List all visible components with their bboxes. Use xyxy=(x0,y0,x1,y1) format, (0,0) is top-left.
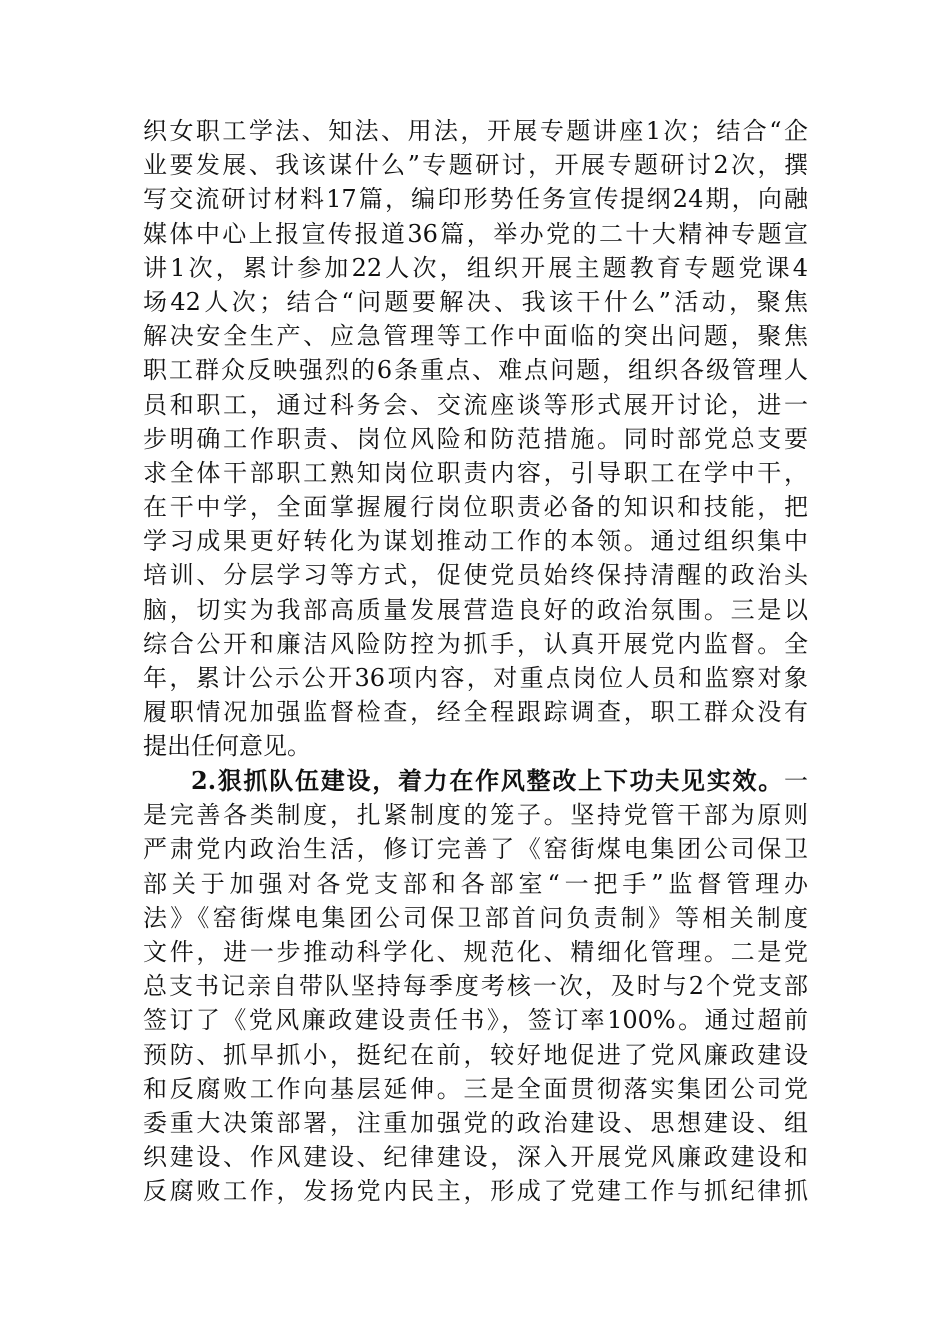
text-line: 写交流研讨材料17篇，编印形势任务宣传提纲24期，向融 xyxy=(143,185,808,214)
text-line: 织建设、作风建设、纪律建设，深入开展党风廉政建设和 xyxy=(143,1143,808,1172)
text-line: 学习成果更好转化为谋划推动工作的本领。通过组织集中 xyxy=(143,527,808,556)
text-line: 织女职工学法、知法、用法，开展专题讲座1次；结合“企 xyxy=(143,117,808,145)
text-line: 总支书记亲自带队坚持每季度考核一次，及时与2个党支部 xyxy=(143,972,808,1001)
text-line: 反腐败工作，发扬党内民主，形成了党建工作与抓纪律抓 xyxy=(143,1177,808,1206)
text-line: 部关于加强对各党支部和各部室“一把手”监督管理办 xyxy=(143,869,808,898)
text-line: 培训、分层学习等方式，促使党员始终保持清醒的政治头 xyxy=(143,561,808,590)
section-heading: 2.狠抓队伍建设，着力在作风整改上下功夫见实效。 xyxy=(191,766,784,795)
text-line: 文件，进一步推动科学化、规范化、精细化管理。二是党 xyxy=(143,937,808,966)
paragraph-party-study xyxy=(143,114,808,764)
text-line: 和反腐败工作向基层延伸。三是全面贯彻落实集团公司党 xyxy=(143,1074,808,1103)
text-line: 解决安全生产、应急管理等工作中面临的突出问题，聚焦 xyxy=(143,322,808,351)
paragraph-team-building xyxy=(143,764,808,1208)
text-line: 履职情况加强监督检查，经全程跟踪调查，职工群众没有 xyxy=(143,698,808,727)
text-line: 法》《窑街煤电集团公司保卫部首问负责制》等相关制度 xyxy=(143,903,808,932)
text-line: 在干中学，全面掌握履行岗位职责必备的知识和技能，把 xyxy=(143,493,808,522)
text-line: 员和职工，通过科务会、交流座谈等形式展开讨论，进一 xyxy=(143,390,808,419)
section-heading-line xyxy=(143,764,808,798)
text-line: 严肃党内政治生活，修订完善了《窑街煤电集团公司保卫 xyxy=(143,835,808,864)
text-line: 媒体中心上报宣传报道36篇，举办党的二十大精神专题宣 xyxy=(143,219,808,248)
text-line: 提出任何意见。 xyxy=(143,732,311,761)
text-line: 预防、抓早抓小，挺纪在前，较好地促进了党风廉政建设 xyxy=(143,1040,808,1069)
text-line: 综合公开和廉洁风险防控为抓手，认真开展党内监督。全 xyxy=(143,629,808,658)
text-line: 脑，切实为我部高质量发展营造良好的政治氛围。三是以 xyxy=(143,595,808,624)
text-line: 签订了《党风廉政建设责任书》，签订率100%。通过超前 xyxy=(143,1006,808,1035)
text-line: 委重大决策部署，注重加强党的政治建设、思想建设、组 xyxy=(143,1108,808,1137)
text-line: 是完善各类制度，扎紧制度的笼子。坚持党管干部为原则 xyxy=(143,801,808,830)
text-line: 求全体干部职工熟知岗位职责内容，引导职工在学中干， xyxy=(143,458,808,487)
text-line: 讲1次，累计参加22人次，组织开展主题教育专题党课4 xyxy=(143,253,808,282)
text-line: 场42人次；结合“问题要解决、我该干什么”活动，聚焦 xyxy=(143,287,808,316)
text-line: 步明确工作职责、岗位风险和防范措施。同时部党总支要 xyxy=(143,424,808,453)
text-fragment: 一 xyxy=(784,767,808,795)
text-line: 职工群众反映强烈的6条重点、难点问题，组织各级管理人 xyxy=(143,356,808,385)
text-line: 业要发展、我该谋什么”专题研讨，开展专题研讨2次，撰 xyxy=(143,151,808,180)
text-line: 年，累计公示公开36项内容，对重点岗位人员和监察对象 xyxy=(143,664,808,692)
